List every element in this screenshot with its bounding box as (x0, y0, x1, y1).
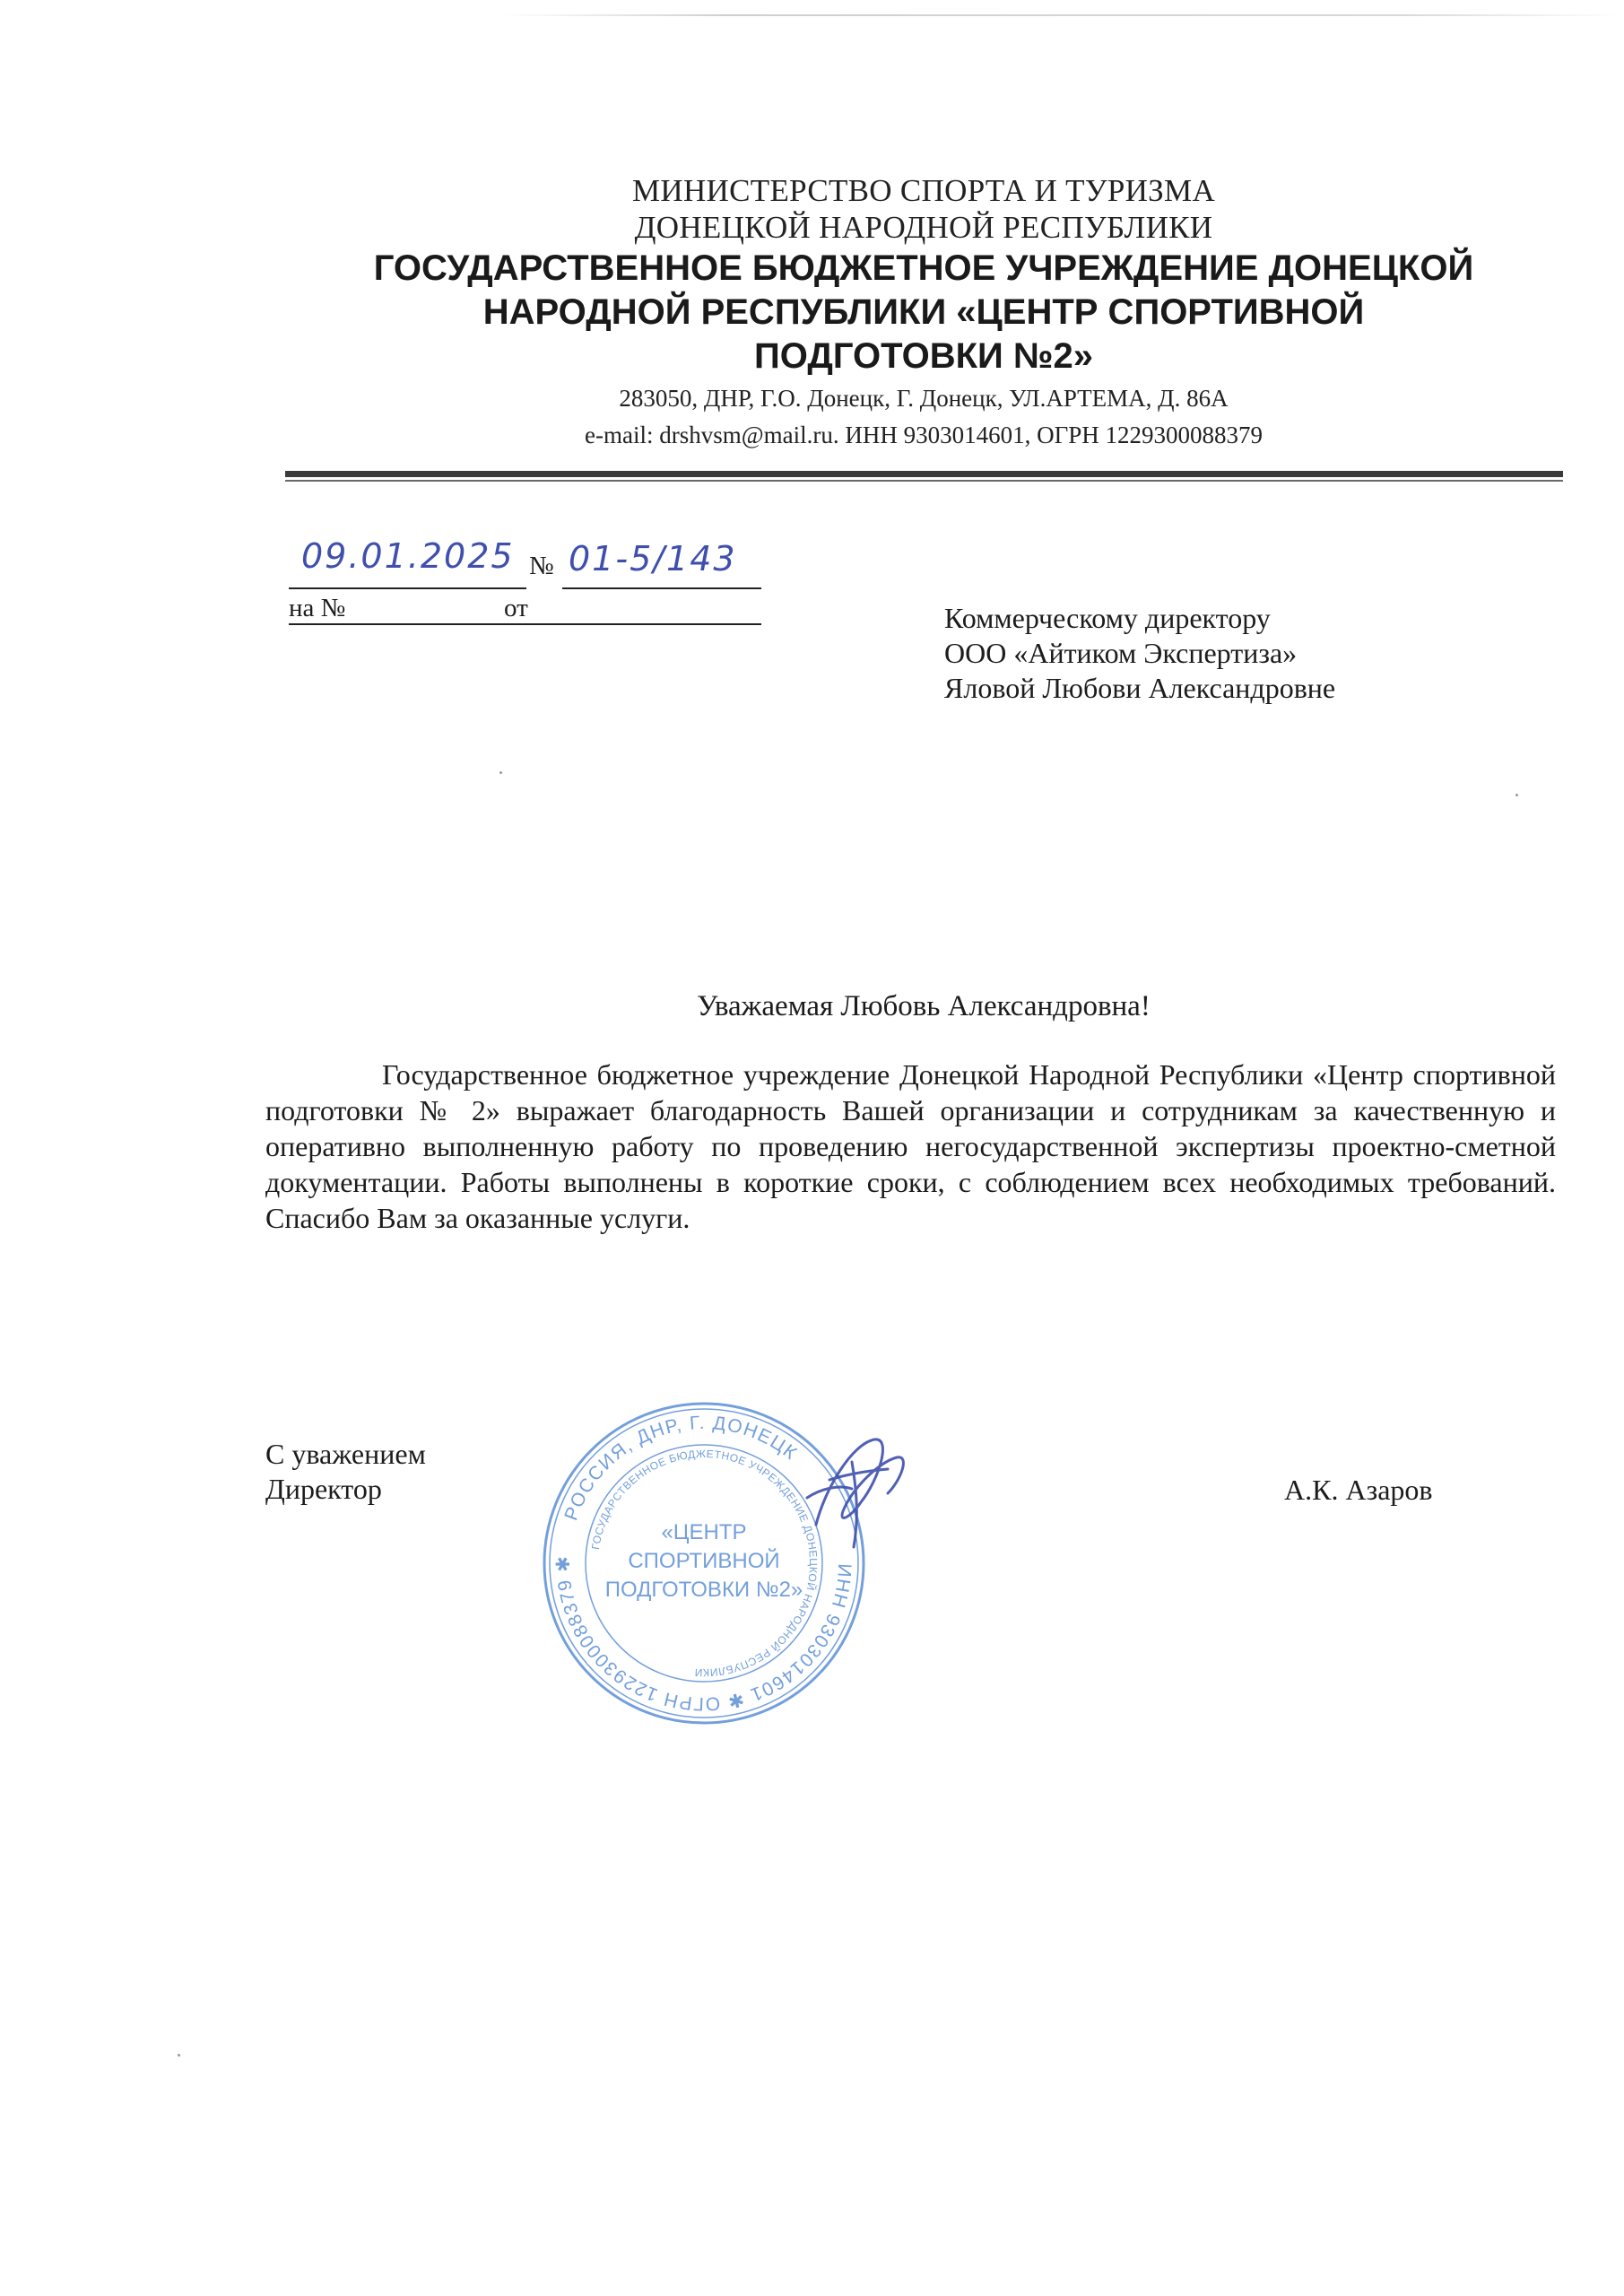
seal-center-line-1: «ЦЕНТР (661, 1520, 747, 1544)
closing-regards: С уважением (265, 1438, 426, 1470)
org-name-line-1: ГОСУДАРСТВЕННОЕ БЮДЖЕТНОЕ УЧРЕЖДЕНИЕ ДОНЕЦКОЙ (373, 248, 1474, 288)
reply-number-underline (289, 623, 504, 625)
seal-registry-text: ИНН 9303014601 ✱ ОГРН 1229300088379 ✱ (552, 1554, 855, 1715)
reply-from-underline (504, 623, 761, 625)
letterhead-rule-thin (285, 480, 1563, 482)
seal-inner-text: ГОСУДАРСТВЕННОЕ БЮДЖЕТНОЕ УЧРЕЖДЕНИЕ ДОНЕЦКОЙ НАРОДНОЙ РЕСПУБЛИКИ (589, 1447, 821, 1680)
scan-speck (178, 2054, 180, 2057)
seal-center-line-3: ПОДГОТОВКИ №2» (604, 1578, 803, 1602)
handwritten-number: 01-5/143 (569, 539, 737, 578)
salutation: Уважаемая Любовь Александровна! (697, 990, 1151, 1022)
director-signature (789, 1426, 924, 1561)
org-address: 283050, ДНР, Г.О. Донецк, Г. Донецк, УЛ.АРТЕМА, Д. 86А (619, 385, 1229, 412)
reply-reference (289, 594, 773, 630)
reply-number-label: на № (289, 594, 346, 622)
ministry-line-1: МИНИСТЕРСТВО СПОРТА И ТУРИЗМА (631, 173, 1216, 208)
scan-speck (1515, 794, 1518, 796)
seal-center-line-2: СПОРТИВНОЙ (628, 1549, 780, 1573)
letterhead (287, 172, 1560, 451)
letter-body: Государственное бюджетное учреждение Донецкой Народной Республики «Центр спортивной подготовки № 2» выражает благодарность Вашей организации и сотрудникам за качественную и оперативно выполненную работу по проведению негосударственной экспертизы проектно-сметной документации. Работы выполнены в короткие сроки, с соблюдением всех необходимых требований. Спасибо Вам за оказанные услуги. (265, 1058, 1556, 1234)
scan-edge (502, 14, 1623, 16)
outgoing-reference (289, 534, 773, 596)
number-underline (562, 587, 761, 589)
closing-block (265, 1437, 426, 1507)
org-name-line-3: ПОДГОТОВКИ №2» (754, 336, 1093, 376)
scan-speck (499, 771, 502, 774)
seal-outer-text: РОССИЯ, ДНР, Г. ДОНЕЦК (560, 1412, 802, 1524)
director-name: А.К. Азаров (1284, 1474, 1433, 1506)
addressee-line-1: Коммерческому директору (944, 602, 1271, 634)
letterhead-rule-thick (285, 471, 1563, 477)
addressee-line-2: ООО «Айтиком Экспертиза» (944, 637, 1298, 669)
date-underline (289, 587, 526, 589)
number-sign: № (529, 552, 554, 580)
reply-from-label: от (504, 594, 528, 622)
closing-title: Директор (265, 1473, 382, 1505)
handwritten-date: 09.01.2025 (301, 536, 515, 576)
org-contacts: e-mail: drshvsm@mail.ru. ИНН 9303014601, ОГРН 1229300088379 (585, 422, 1263, 448)
addressee-line-3: Яловой Любови Александровне (944, 672, 1336, 704)
addressee-block (944, 601, 1482, 706)
org-name-line-2: НАРОДНОЙ РЕСПУБЛИКИ «ЦЕНТР СПОРТИВНОЙ (482, 292, 1365, 332)
ministry-line-2: ДОНЕЦКОЙ НАРОДНОЙ РЕСПУБЛИКИ (634, 210, 1213, 245)
